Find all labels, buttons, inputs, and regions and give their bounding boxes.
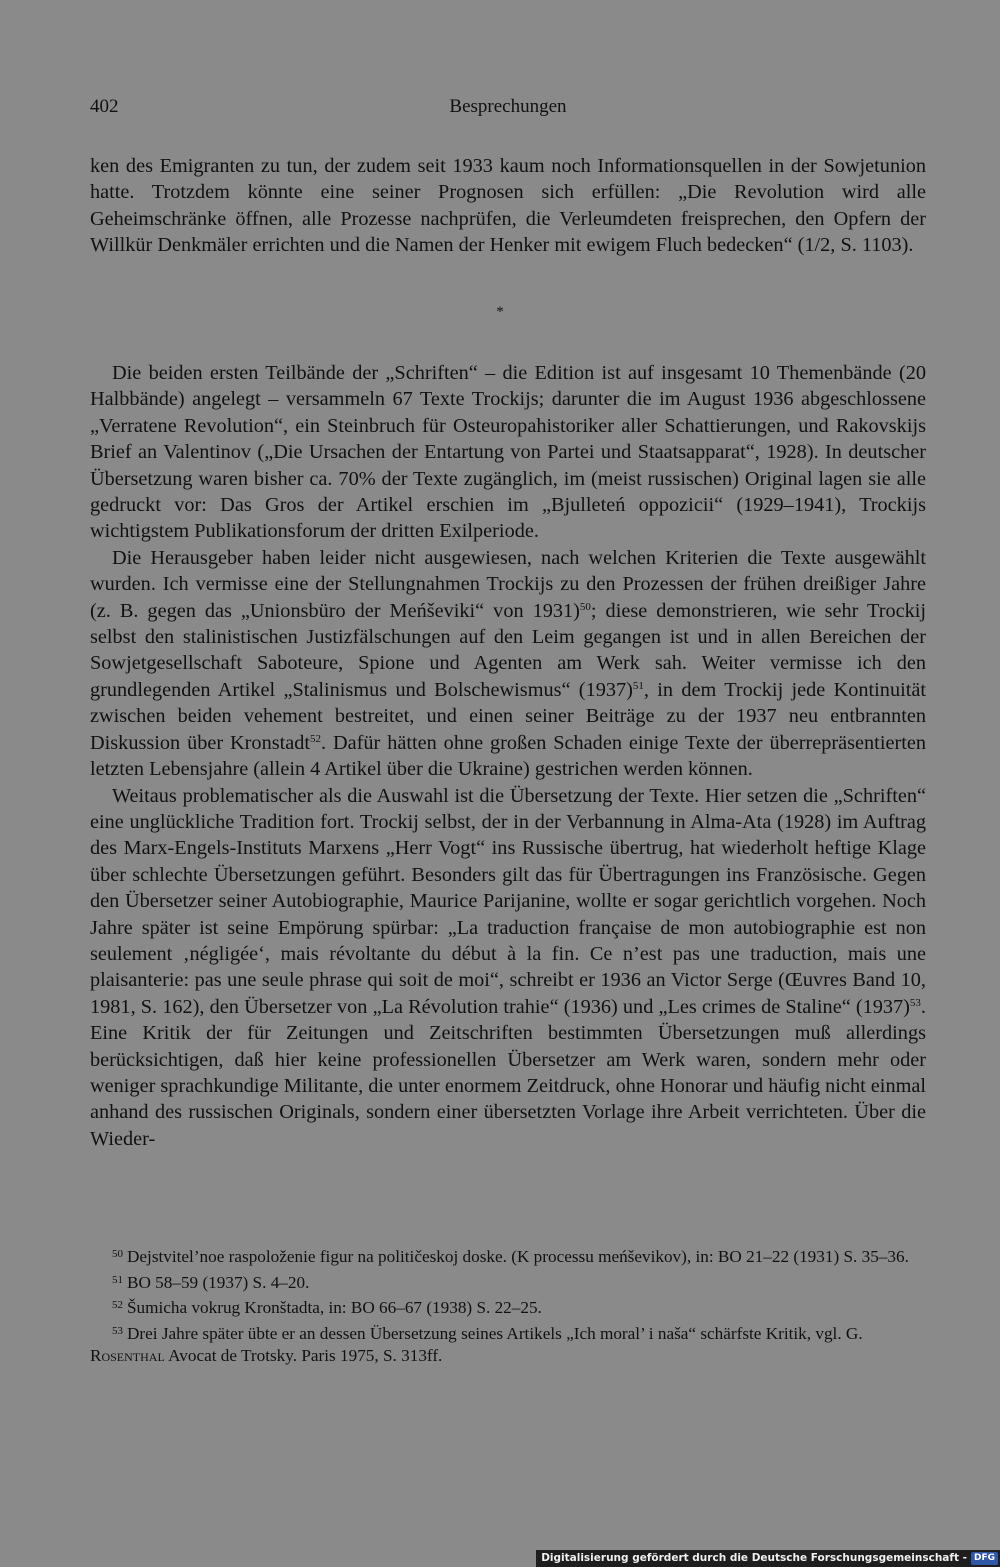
digitization-credit-bar xyxy=(536,1550,1000,1567)
paragraph-1: Die beiden ersten Teilbände der „Schriften“ – die Edition ist auf insgesamt 10 Themenbände (20 Halbbände) angelegt – versammeln 67 Texte Trockijs; darunter die im August 1936 abgeschlossene „Verratene Revolution“, ein Steinbruch für Osteuropahistoriker aller Schattierungen, und Rakovskijs Brief an Valentinov („Die Ursachen der Entartung von Partei und Staatsapparat“, 1928). In deutscher Übersetzung waren bisher ca. 70% der Texte zugänglich, im (meist russischen) Original lagen sie alle gedruckt vor: Das Gros der Artikel erschien im „Bjulleteń oppozicii“ (1929–1941), Trockijs wichtigstem Publikationsforum der dritten Exilperiode. xyxy=(90,362,926,543)
paragraph-2 xyxy=(90,545,926,783)
paragraph-3 xyxy=(90,783,926,1153)
credit-text: Digitalisierung gefördert durch die Deutsche Forschungsgemeinschaft - xyxy=(541,1552,967,1564)
section-asterism: * xyxy=(496,304,504,320)
paragraph-2-text-c: , in dem Trockij jede Kontinuität zwischen beiden vehement bestreitet, und einen seiner Beiträge zu der 1937 neu entbrannten Diskussion über Kronstadt xyxy=(90,678,926,754)
paragraph-2-text-b: ; diese demonstrieren, wie sehr Trockij selbst den stalinistischen Justizfälschungen auf den Leim gegangen ist und in allen Bereichen der Sowjetgesellschaft Saboteure, Spione und Agenten am Werk sah. Weiter vermisse ich den grundlegenden Artikel „Stalinismus und Bolschewismus“ (1937) xyxy=(90,599,926,701)
footnote-52 xyxy=(90,1294,926,1320)
dfg-logo: DFG xyxy=(971,1552,998,1565)
paragraph-2-text-d: . Dafür hätten ohne großen Schaden einige Texte der überrepräsentierten letzten Lebensjahre (allein 4 Artikel über die Ukraine) gestrichen werden können. xyxy=(90,731,926,781)
footnote-number: 53 xyxy=(112,1324,123,1337)
footnote-number: 50 xyxy=(112,1248,123,1260)
footnote-ref-52[interactable]: 52 xyxy=(310,732,322,745)
page-header xyxy=(90,96,926,126)
footnote-text: Šumicha vokrug Kronštadta, in: BO 66–67 (1938) S. 22–25. xyxy=(127,1298,542,1318)
footnotes xyxy=(90,1243,926,1368)
paragraph-2-text-a: Die Herausgeber haben leider nicht ausgewiesen, nach welchen Kriterien die Texte ausgewählt wurden. Ich vermisse eine der Stellungnahmen Trockijs zu den Prozessen der frühen dreißiger Jahre (z. B. gegen das „Unionsbüro der Meńševiki“ von 1931) xyxy=(90,546,926,622)
paragraph-3-text-a: Weitaus problematischer als die Auswahl ist die Übersetzung der Texte. Hier setzen die „Schriften“ eine unglückliche Tradition fort. Trockij selbst, der in der Verbannung in Alma-Ata (1928) im Auftrag des Marx-Engels-Instituts Marxens „Herr Vogt“ ins Russische übertrug, hat wiederholt heftige Klage über schlechte Übersetzungen geführt. Besonders gilt das für Übertragungen ins Französische. Gegen den Übersetzer seiner Autobiographie, Maurice Parijanine, wollte er sogar gerichtlich vorgehen. Noch Jahre später ist seine Empörung spürbar: „La traduction française de mon autobiographie est non seulement ‚négligée‘, mais révoltante du début à la fin. Ce n’est pas une traduction, mais une plaisanterie: pas une seule phrase qui soit de moi“, schreibt er 1936 an Victor Serge (Œuvres Band 10, 1981, S. 162), den Übersetzer von „La Révolution trahie“ (1936) und „Les crimes de Staline“ (1937) xyxy=(90,784,926,1018)
footnote-number: 51 xyxy=(112,1273,123,1286)
footnote-author: Rosenthal xyxy=(90,1346,165,1366)
footnote-51 xyxy=(90,1269,926,1295)
footnote-50 xyxy=(90,1243,926,1269)
footnote-ref-53[interactable]: 53 xyxy=(909,996,921,1009)
footnote-text-b: Avocat de Trotsky. Paris 1975, S. 313ff. xyxy=(164,1346,443,1366)
footnote-53 xyxy=(90,1320,926,1368)
page-number: 402 xyxy=(90,96,119,117)
continuation-paragraph xyxy=(90,153,926,259)
paragraph-3-text-b: . Eine Kritik der für Zeitungen und Zeitschriften bestimmten Übersetzungen muß allerdings berücksichtigen, daß hier keine professionellen Übersetzer am Werk waren, sondern mehr oder weniger sprachkundige Militante, die unter enormem Zeitdruck, ohne Honorar und häufig nicht einmal anhand des russischen Originals, sondern einer übersetzten Vorlage ihre Arbeit verrichteten. Über die Wieder- xyxy=(90,995,926,1150)
footnote-ref-50[interactable]: 50 xyxy=(579,600,591,613)
footnote-text: BO 58–59 (1937) S. 4–20. xyxy=(127,1272,310,1292)
main-text xyxy=(90,360,926,1152)
footnote-ref-51[interactable]: 51 xyxy=(632,679,644,692)
footnote-text-a: Drei Jahre später übte er an dessen Übersetzung seines Artikels „Ich moral’ i naša“ schärfste Kritik, vgl. G. xyxy=(127,1323,863,1343)
footnote-number: 52 xyxy=(112,1299,123,1312)
footnote-text: Dejstvitel’noe raspoloženie figur na političeskoj doske. (K processu meńševikov), in: BO 21–22 (1931) S. 35–36. xyxy=(127,1247,909,1266)
running-head: Besprechungen xyxy=(449,96,567,117)
continuation-text: ken des Emigranten zu tun, der zudem seit 1933 kaum noch Informationsquellen in der Sowjetunion hatte. Trotzdem könnte eine seiner Prognosen sich erfüllen: „Die Revolution wird alle Geheimschränke öffnen, alle Prozesse nachprüfen, die Verleumdeten freisprechen, den Opfern der Willkür Denkmäler errichten und die Namen der Henker mit ewigem Fluch bedecken“ (1/2, S. 1103). xyxy=(90,155,926,257)
